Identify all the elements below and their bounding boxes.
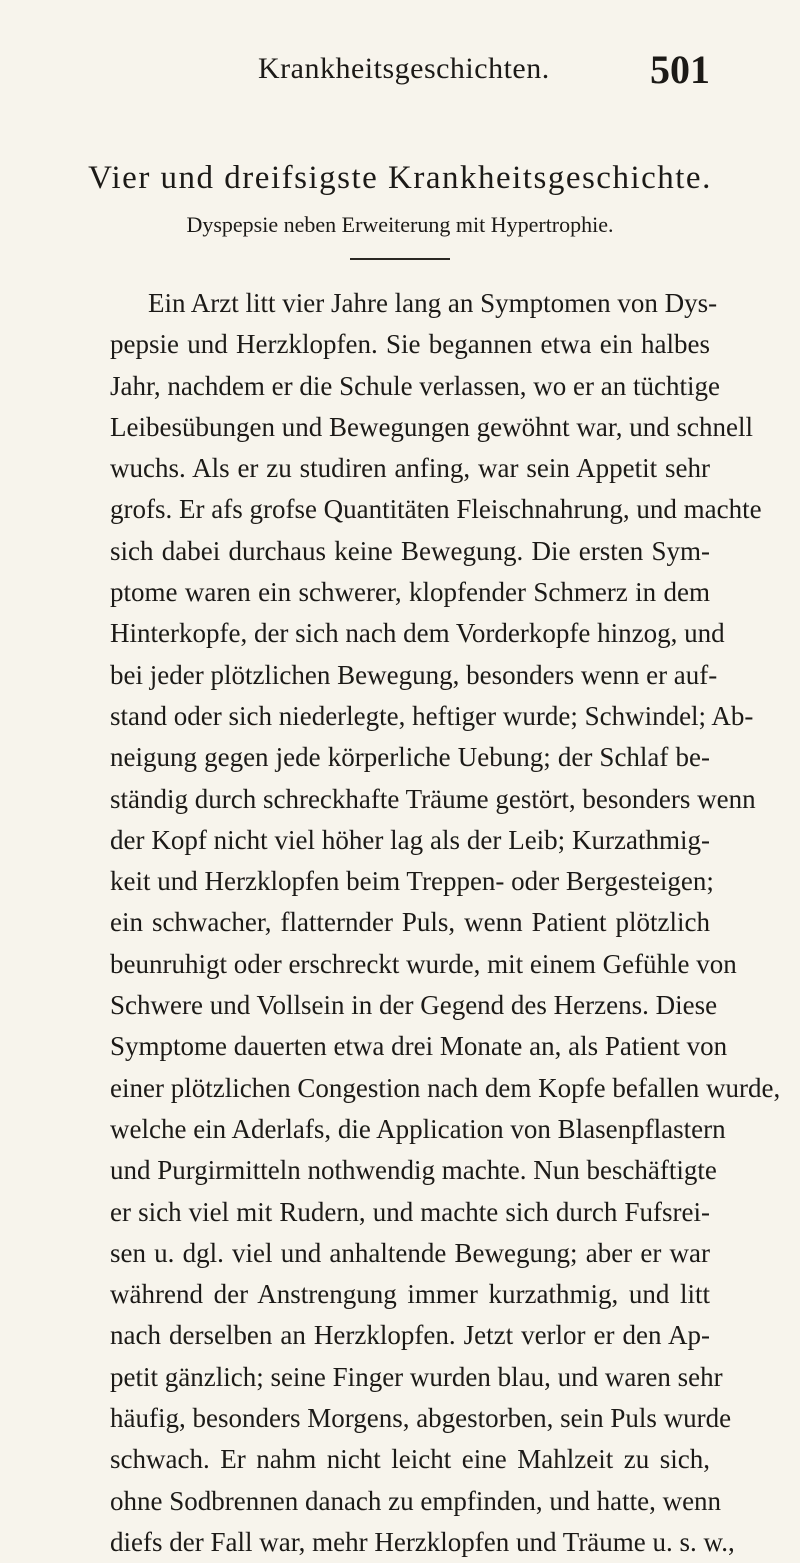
text-line: sen u. dgl. viel und anhaltende Bewegung; aber er war (110, 1237, 710, 1268)
text-line: wuchs. Als er zu studiren anfing, war sein Appetit sehr (110, 453, 710, 484)
text-line: ständig durch schreckhafte Träume gestört, besonders wenn (110, 783, 756, 814)
text-line: ohne Sodbrennen danach zu empfinden, und hatte, wenn (110, 1485, 722, 1516)
text-line: beunruhigt oder erschreckt wurde, mit einem Gefühle von (110, 948, 737, 979)
text-line: diefs der Fall war, mehr Herzklopfen und Träume u. s. w., (110, 1526, 735, 1557)
text-line: Ein Arzt litt vier Jahre lang an Symptomen von Dys- (148, 288, 718, 318)
text-line: er sich viel mit Rudern, und machte sich durch Fufsrei- (110, 1196, 710, 1227)
text-line: stand oder sich niederlegte, heftiger wurde; Schwindel; Ab- (110, 700, 754, 731)
text-line: und Purgirmitteln nothwendig machte. Nun beschäftigte (110, 1155, 717, 1186)
text-line: häufig, besonders Morgens, abgestorben, sein Puls wurde (110, 1403, 732, 1434)
text-line: bei jeder plötzlichen Bewegung, besonders wenn er auf- (110, 659, 718, 690)
text-line: der Kopf nicht viel höher lag als der Leib; Kurzathmig- (110, 824, 710, 855)
text-line: keit und Herzklopfen beim Treppen- oder Bergesteigen; (110, 866, 714, 897)
text-line: nach derselben an Herzklopfen. Jetzt verlor er den Ap- (110, 1320, 710, 1351)
text-line: Leibesübungen und Bewegungen gewöhnt war, und schnell (110, 411, 754, 442)
running-title: Krankheitsgeschichten. (258, 52, 550, 85)
text-line: während der Anstrengung immer kurzathmig, und litt (110, 1279, 710, 1310)
body-paragraph (110, 283, 781, 1563)
chapter-title: Vier und dreifsigste Krankheitsgeschichte. (88, 160, 712, 196)
text-line: ein schwacher, flatternder Puls, wenn Patient plötzlich (110, 907, 710, 938)
text-line: schwach. Er nahm nicht leicht eine Mahlzeit zu sich, (110, 1444, 710, 1475)
text-line: welche ein Aderlafs, die Application von Blasenpflastern (110, 1113, 726, 1144)
text-line: petit gänzlich; seine Finger wurden blau, und waren sehr (110, 1361, 723, 1392)
text-line: ptome waren ein schwerer, klopfender Schmerz in dem (110, 577, 710, 608)
text-line: neigung gegen jede körperliche Uebung; der Schlaf be- (110, 742, 710, 773)
text-line: pepsie und Herzklopfen. Sie begannen etwa ein halbes (110, 329, 710, 360)
text-line: Jahr, nachdem er die Schule verlassen, wo er an tüchtige (110, 370, 720, 401)
title-divider (350, 258, 450, 260)
text-line: sich dabei durchaus keine Bewegung. Die ersten Sym- (110, 535, 710, 566)
text-line: Schwere und Vollsein in der Gegend des Herzens. Diese (110, 990, 718, 1021)
text-line: Symptome dauerten etwa drei Monate an, als Patient von (110, 1031, 728, 1062)
text-line: Hinterkopfe, der sich nach dem Vorderkopfe hinzog, und (110, 618, 725, 649)
text-line: grofs. Er afs grofse Quantitäten Fleischnahrung, und machte (110, 494, 762, 525)
chapter-subtitle: Dyspepsie neben Erweiterung mit Hypertrophie. (186, 212, 614, 237)
running-head (110, 47, 710, 112)
page-number: 501 (650, 47, 710, 92)
text-line: einer plötzlichen Congestion nach dem Kopfe befallen wurde, (110, 1072, 781, 1103)
